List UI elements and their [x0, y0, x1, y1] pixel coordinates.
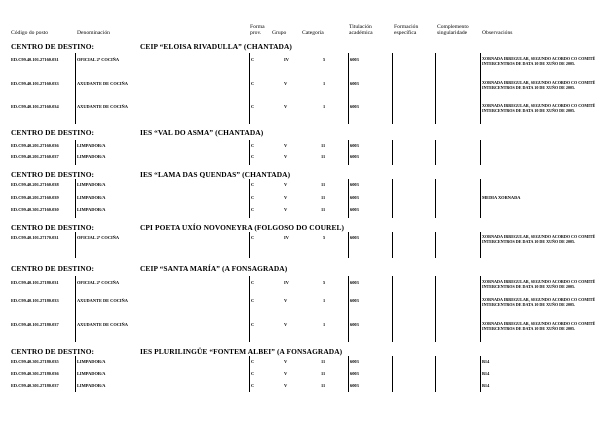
column-rule [392, 356, 393, 392]
cell-forma: C [251, 207, 255, 212]
header-grupo: Grupo [272, 30, 287, 36]
column-rule [75, 232, 76, 258]
cell-forma: C [251, 104, 255, 109]
column-rule [348, 276, 349, 342]
cell-categoria: 1 [323, 322, 326, 327]
cell-forma: C [251, 359, 255, 364]
section-centro-label: CENTRO DE DESTINO: [11, 128, 95, 137]
cell-codigo: ED.C99.40.101.27180.031 [11, 280, 59, 285]
cell-titulacion: 6003 [350, 298, 359, 303]
cell-observacions: XORNADA IRREGULAR, SEGUNDO ACORDO CO COMITÉ INTERCENTROS DE DATA 10 DE XUÑO DE 2005. [482, 56, 596, 67]
cell-categoria: 5 [323, 57, 326, 62]
cell-codigo: ED.C99.40.301.27180.035 [11, 359, 59, 364]
column-rule [480, 140, 481, 165]
cell-denominacion: OFICIAL 2ª COCIÑA [77, 57, 120, 62]
cell-denominacion: AXUDANTE DE COCIÑA [77, 81, 128, 86]
column-rule [348, 140, 349, 165]
cell-forma: C [251, 182, 255, 187]
section-name: IES PLURILINGÜE “FONTEM ALBEI” (A FONSAGRADA) [140, 347, 343, 356]
column-rule [348, 179, 349, 218]
section-centro-label: CENTRO DE DESTINO: [11, 42, 95, 51]
cell-grupo: V [284, 195, 288, 200]
cell-codigo: ED.C99.40.201.27160.037 [11, 154, 59, 159]
cell-categoria: 11 [321, 182, 326, 187]
section-name: CEIP “SANTA MARÍA” (A FONSAGRADA) [140, 264, 288, 273]
cell-grupo: IV [284, 280, 289, 285]
cell-grupo: V [284, 81, 288, 86]
column-rule [435, 140, 436, 165]
cell-categoria: 11 [321, 383, 326, 388]
cell-codigo: ED.C99.40.101.27180.037 [11, 322, 59, 327]
cell-observacions: XORNADA IRREGULAR, SEGUNDO ACORDO CO COMITÉ INTERCENTROS DE DATA 10 DE XUÑO DE 2005. [482, 80, 596, 91]
cell-observacions: B14 [482, 383, 490, 388]
cell-observacions: B14 [482, 371, 490, 376]
column-rule [480, 179, 481, 218]
column-rule [480, 53, 481, 124]
cell-codigo: ED.C99.40.101.27160.033 [11, 81, 59, 86]
cell-categoria: 1 [323, 81, 326, 86]
header-forma-1: Forma [250, 24, 265, 30]
header-titulacion-1: Titulación [349, 24, 372, 30]
cell-codigo: ED.C99.40.201.27160.038 [11, 182, 59, 187]
cell-categoria: 11 [321, 195, 326, 200]
column-rule [435, 356, 436, 392]
cell-titulacion: 6003 [350, 383, 359, 388]
cell-forma: C [251, 235, 255, 240]
cell-grupo: V [284, 207, 288, 212]
section-name: IES “LAMA DAS QUENDAS” (CHANTADA) [140, 170, 291, 179]
column-rule [75, 53, 76, 124]
column-rule [249, 276, 250, 342]
cell-observacions: XORNADA IRREGULAR, SEGUNDO ACORDO CO COMITÉ INTERCENTROS DE DATA 10 DE XUÑO DE 2005. [482, 321, 596, 332]
cell-codigo: ED.C99.40.101.27160.031 [11, 57, 59, 62]
column-rule [249, 53, 250, 124]
column-rule [75, 356, 76, 392]
column-rule [480, 276, 481, 342]
header-codigo: Código do posto [11, 30, 48, 36]
cell-grupo: V [284, 322, 288, 327]
cell-denominacion: LIMPADOR/A [77, 207, 106, 212]
column-rule [75, 276, 76, 342]
cell-observacions: XORNADA IRREGULAR, SEGUNDO ACORDO CO COMITÉ INTERCENTROS DE DATA 10 DE XUÑO DE 2005. [482, 234, 596, 245]
column-rule [249, 140, 250, 165]
column-rule [348, 356, 349, 392]
column-rule [249, 356, 250, 392]
cell-forma: C [251, 322, 255, 327]
column-rule [392, 276, 393, 342]
cell-observacions: XORNADA IRREGULAR, SEGUNDO ACORDO CO COMITÉ INTERCENTROS DE DATA 10 DE XUÑO DE 2005. [482, 297, 596, 308]
section-centro-label: CENTRO DE DESTINO: [11, 347, 95, 356]
cell-grupo: V [284, 298, 288, 303]
cell-denominacion: AXUDANTE DE COCIÑA [77, 298, 128, 303]
cell-titulacion: 6003 [350, 143, 359, 148]
cell-titulacion: 6003 [350, 154, 359, 159]
cell-categoria: 1 [323, 104, 326, 109]
cell-grupo: V [284, 182, 288, 187]
column-rule [435, 179, 436, 218]
cell-titulacion: 6003 [350, 322, 359, 327]
cell-denominacion: LIMPADOR/A [77, 383, 106, 388]
column-rule [249, 232, 250, 258]
cell-forma: C [251, 371, 255, 376]
cell-categoria: 11 [321, 207, 326, 212]
cell-denominacion: OFICIAL 2ª COCIÑA [77, 235, 120, 240]
cell-grupo: IV [284, 235, 289, 240]
cell-categoria: 11 [321, 371, 326, 376]
header-formacion-1: Formación [394, 24, 419, 30]
cell-titulacion: 6003 [350, 207, 359, 212]
cell-observacions: B14 [482, 359, 490, 364]
header-titulacion-2: académica [349, 30, 373, 36]
cell-forma: C [251, 81, 255, 86]
header-forma-2: prov. [250, 30, 262, 36]
cell-denominacion: OFICIAL 2ª COCIÑA [77, 280, 120, 285]
header-observacions: Observacións [482, 30, 513, 36]
cell-codigo: ED.C99.40.201.27160.039 [11, 195, 59, 200]
cell-grupo: IV [284, 57, 289, 62]
column-rule [435, 232, 436, 258]
cell-denominacion: LIMPADOR/A [77, 182, 106, 187]
cell-titulacion: 6003 [350, 182, 359, 187]
header-denominacion: Denominación [77, 30, 110, 36]
column-rule [75, 179, 76, 218]
column-rule [392, 232, 393, 258]
column-rule [435, 276, 436, 342]
cell-forma: C [251, 280, 255, 285]
header-complemento-2: singularidade [437, 30, 468, 36]
section-name: CPI POETA UXÍO NOVONEYRA (FOLGOSO DO COUREL) [140, 223, 345, 232]
cell-forma: C [251, 143, 255, 148]
column-rule [435, 53, 436, 124]
cell-categoria: 11 [321, 359, 326, 364]
column-rule [348, 53, 349, 124]
section-name: IES “VAL DO ASMA” (CHANTADA) [140, 128, 264, 137]
cell-titulacion: 6003 [350, 371, 359, 376]
cell-grupo: V [284, 143, 288, 148]
cell-titulacion: 6003 [350, 104, 359, 109]
cell-grupo: V [284, 104, 288, 109]
section-centro-label: CENTRO DE DESTINO: [11, 223, 95, 232]
section-centro-label: CENTRO DE DESTINO: [11, 264, 95, 273]
cell-codigo: ED.C99.40.201.27160.036 [11, 143, 59, 148]
cell-codigo: ED.C99.40.101.27170.031 [11, 235, 59, 240]
cell-codigo: ED.C99.40.101.27180.033 [11, 298, 59, 303]
header-complemento-1: Complemento [437, 24, 469, 30]
cell-titulacion: 6003 [350, 235, 359, 240]
column-rule [392, 179, 393, 218]
cell-denominacion: LIMPADOR/A [77, 359, 106, 364]
header-categoria: Categoría [302, 30, 324, 36]
cell-categoria: 1 [323, 298, 326, 303]
column-rule [392, 53, 393, 124]
cell-observacions: XORNADA IRREGULAR, SEGUNDO ACORDO CO COMITÉ INTERCENTROS DE DATA 10 DE XUÑO DE 2005. [482, 279, 596, 290]
column-rule [392, 140, 393, 165]
cell-denominacion: LIMPADOR/A [77, 143, 106, 148]
cell-categoria: 11 [321, 143, 326, 148]
column-rule [480, 356, 481, 392]
cell-titulacion: 6003 [350, 81, 359, 86]
cell-titulacion: 6003 [350, 57, 359, 62]
cell-forma: C [251, 57, 255, 62]
cell-grupo: V [284, 383, 288, 388]
section-name: CEIP “ELOISA RIVADULLA” (CHANTADA) [140, 42, 292, 51]
column-rule [75, 140, 76, 165]
cell-codigo: ED.C99.40.301.27160.030 [11, 207, 59, 212]
cell-titulacion: 6003 [350, 359, 359, 364]
cell-grupo: V [284, 154, 288, 159]
cell-denominacion: LIMPADOR/A [77, 371, 106, 376]
cell-codigo: ED.C99.40.301.27180.036 [11, 371, 59, 376]
cell-grupo: V [284, 359, 288, 364]
column-rule [348, 232, 349, 258]
cell-titulacion: 6003 [350, 280, 359, 285]
column-rule [249, 179, 250, 218]
cell-categoria: 5 [323, 235, 326, 240]
cell-forma: C [251, 154, 255, 159]
cell-categoria: 5 [323, 280, 326, 285]
cell-denominacion: AXUDANTE DE COCIÑA [77, 104, 128, 109]
section-centro-label: CENTRO DE DESTINO: [11, 170, 95, 179]
cell-forma: C [251, 298, 255, 303]
cell-denominacion: AXUDANTE DE COCIÑA [77, 322, 128, 327]
cell-codigo: ED.C99.40.301.27180.037 [11, 383, 59, 388]
column-rule [480, 232, 481, 258]
cell-grupo: V [284, 371, 288, 376]
cell-forma: C [251, 383, 255, 388]
cell-observacions: XORNADA IRREGULAR, SEGUNDO ACORDO CO COMITÉ INTERCENTROS DE DATA 10 DE XUÑO DE 2005. [482, 103, 596, 114]
header-formacion-2: específica [394, 30, 417, 36]
cell-denominacion: LIMPADOR/A [77, 154, 106, 159]
cell-categoria: 11 [321, 154, 326, 159]
cell-denominacion: LIMPADOR/A [77, 195, 106, 200]
cell-titulacion: 6003 [350, 195, 359, 200]
cell-codigo: ED.C99.40.101.27160.034 [11, 104, 59, 109]
cell-forma: C [251, 195, 255, 200]
cell-observacions: MEDIA XORNADA [482, 195, 521, 200]
